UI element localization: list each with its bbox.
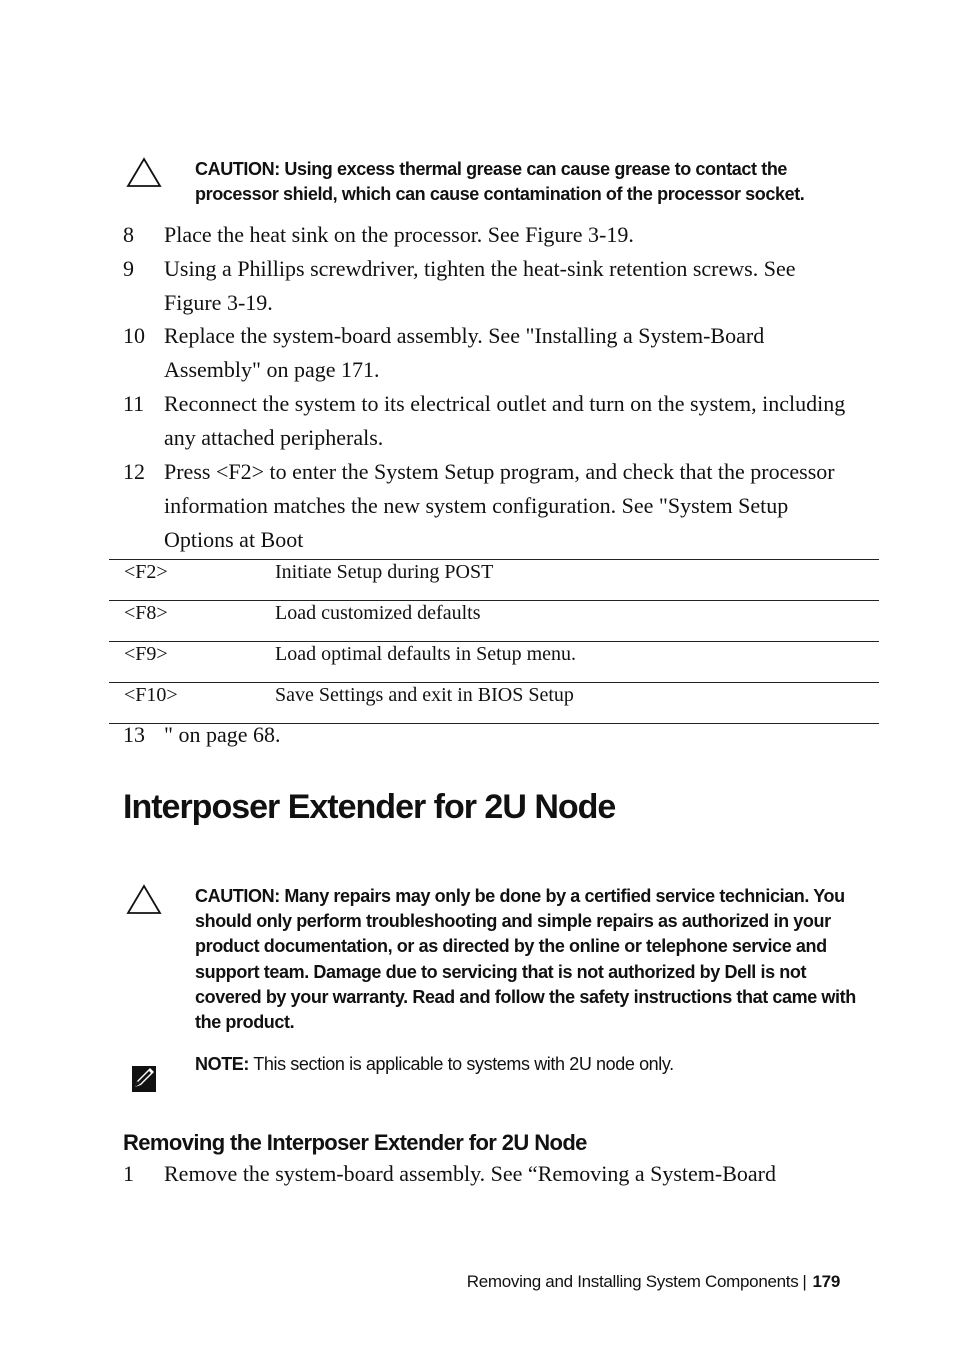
note-body: This section is applicable to systems with 2U node only. [253, 1054, 674, 1074]
key-cell: <F9> [109, 642, 275, 683]
step-text: " on page 68. [164, 722, 281, 747]
caution-text: CAUTION: Using excess thermal grease can cause grease to contact the processor shield, which can cause contamination of the processor socket. [195, 159, 805, 205]
key-cell: <F10> [109, 683, 275, 724]
step-number: 10 [123, 323, 145, 348]
key-cell: <F8> [109, 601, 275, 642]
table-row [109, 642, 879, 683]
caution-text: CAUTION: Many repairs may only be done by a certified service technician. You should only perform troubleshooting and simple repairs as authorized in your product documentation, or as directed by the online or telephone service and support team. Damage due to servicing that is not authorized by Dell is not covered by your warranty. Read and follow the safety instructions that came with the product. [195, 886, 856, 1033]
section-title: Interposer Extender for 2U Node [123, 788, 616, 826]
description-cell: Initiate Setup during POST [275, 560, 879, 601]
step-number: 11 [123, 391, 145, 416]
note-text [195, 1052, 865, 1077]
step-text: Place the heat sink on the processor. See Figure 3-19. [164, 222, 634, 247]
step-number: 13 [123, 722, 145, 747]
caution-triangle-icon [126, 157, 162, 189]
description-cell: Load customized defaults [275, 601, 879, 642]
step-text: Remove the system-board assembly. See “Removing a System-Board [164, 1161, 777, 1186]
note-pencil-icon [126, 1062, 162, 1094]
step-text: Reconnect the system to its electrical outlet and turn on the system, including any attached peripherals. [164, 391, 846, 450]
setup-keys-table [109, 559, 879, 724]
table-row [109, 601, 879, 642]
description-cell: Save Settings and exit in BIOS Setup [275, 683, 879, 724]
chapter-title: Removing and Installing System Components [466, 1272, 799, 1291]
step-number: 8 [123, 222, 134, 247]
subsection-title: Removing the Interposer Extender for 2U Node [123, 1130, 587, 1155]
page-footer [467, 1272, 840, 1292]
step-text: Using a Phillips screwdriver, tighten the heat-sink retention screws. See Figure 3-19. [164, 256, 796, 315]
note-label: NOTE: [195, 1054, 249, 1074]
caution-triangle-icon [126, 884, 162, 916]
step-number: 9 [123, 256, 134, 281]
footer-separator: | [802, 1272, 807, 1291]
table-row [109, 560, 879, 601]
page-number: 179 [812, 1272, 840, 1291]
step-number: 1 [123, 1161, 134, 1186]
step-number: 12 [123, 459, 145, 484]
step-text: Replace the system-board assembly. See "Installing a System-Board Assembly" on page 171. [164, 323, 765, 382]
description-cell: Load optimal defaults in Setup menu. [275, 642, 879, 683]
step-text: Press <F2> to enter the System Setup program, and check that the processor information matches the new system configuration. See "System Setup Options at Boot [164, 459, 835, 552]
key-cell: <F2> [109, 560, 275, 601]
